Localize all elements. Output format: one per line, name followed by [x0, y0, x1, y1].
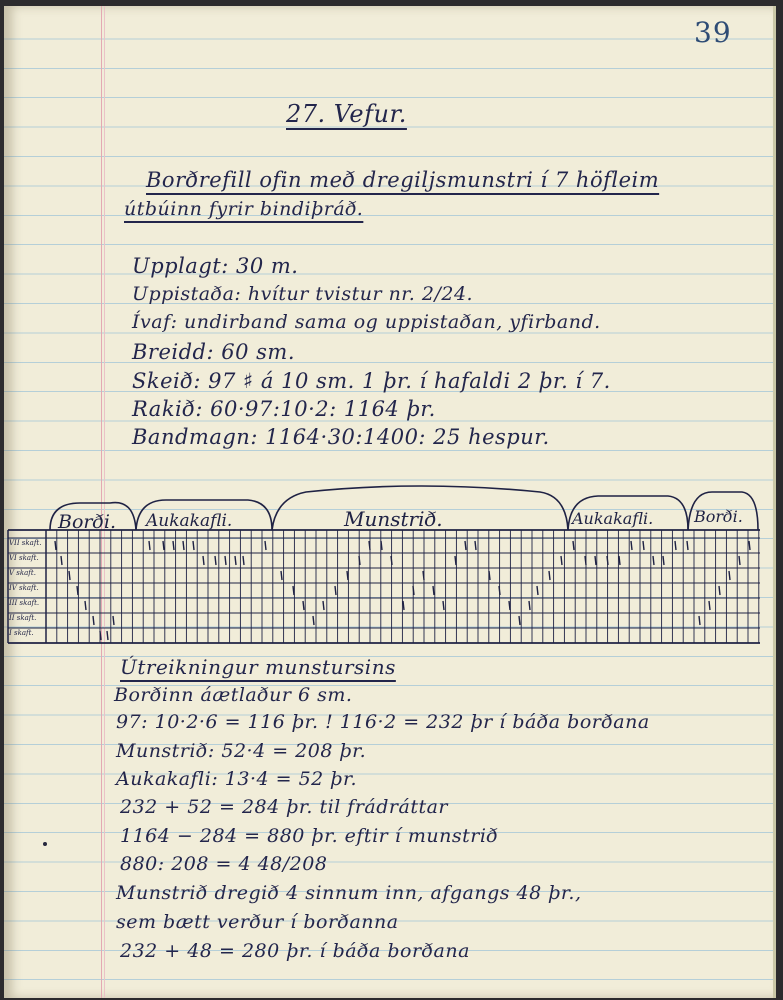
spec-uppistada: Uppistaða: hvítur tvistur nr. 2/24.	[132, 283, 474, 305]
calc-line-9: sem bætt verður í borðanna	[116, 911, 399, 933]
row-label-3: III skaft.	[9, 599, 40, 607]
threading-mark	[323, 601, 324, 610]
spec-upplagt: Upplagt: 30 m.	[132, 254, 299, 278]
threading-mark	[369, 541, 370, 550]
heading-line-2: útbúinn fyrir bindiþráð.	[124, 198, 364, 220]
threading-mark	[561, 556, 562, 565]
threading-mark	[653, 556, 654, 565]
threading-mark	[595, 556, 596, 565]
threading-mark	[77, 586, 78, 595]
threading-mark	[663, 556, 664, 565]
threading-mark	[359, 556, 360, 565]
threading-mark	[729, 571, 730, 580]
threading-mark	[335, 586, 336, 595]
calc-heading: Útreikningur munstursins	[120, 655, 396, 679]
threading-mark	[475, 541, 476, 550]
calc-line-3: Munstrið: 52·4 = 208 þr.	[116, 740, 367, 762]
threading-mark	[585, 556, 586, 565]
threading-mark	[69, 571, 70, 580]
threading-mark	[749, 541, 750, 550]
threading-mark	[215, 556, 216, 565]
spec-bandmagn: Bandmagn: 1164·30:1400: 25 hespur.	[132, 425, 550, 449]
threading-mark	[675, 541, 676, 550]
row-label-6: VI skaft.	[9, 554, 39, 562]
calc-line-5: 232 + 52 = 284 þr. til frádráttar	[120, 796, 449, 818]
row-label-2: II skaft.	[9, 614, 37, 622]
calc-line-6: 1164 − 284 = 880 þr. eftir í munstrið	[120, 825, 499, 847]
calc-line-8: Munstrið dregið 4 sinnum inn, afgangs 48 þr.,	[116, 882, 582, 904]
section-label-bordi-left: Borði.	[58, 511, 117, 533]
calc-line-1: Borðinn áætlaður 6 sm.	[114, 684, 353, 706]
section-label-bordi-right: Borði.	[694, 507, 743, 526]
calc-line-10: 232 + 48 = 280 þr. í báða borðana	[120, 940, 470, 962]
threading-mark	[719, 586, 720, 595]
threading-mark	[85, 601, 86, 610]
threading-mark	[391, 556, 392, 565]
draft-grid	[8, 530, 760, 643]
threading-mark	[313, 616, 314, 625]
page-number: 39	[694, 16, 732, 49]
threading-mark	[225, 556, 226, 565]
threading-mark	[163, 541, 164, 550]
threading-mark	[173, 541, 174, 550]
shaft-row-labels	[8, 539, 41, 637]
threading-mark	[381, 541, 382, 550]
threading-mark	[413, 586, 414, 595]
threading-mark	[55, 541, 56, 550]
threading-mark	[100, 631, 101, 640]
row-label-4: IV skaft.	[9, 584, 39, 592]
spec-breidd: Breidd: 60 sm.	[132, 340, 296, 364]
row-label-7: VII skaft.	[9, 539, 42, 547]
heading-line-1: Borðrefill ofin með dregiljsmunstri í 7 höfleim	[146, 168, 660, 192]
threading-mark	[529, 601, 530, 610]
threading-mark	[113, 616, 114, 625]
threading-mark	[537, 586, 538, 595]
threading-mark	[265, 541, 266, 550]
threading-mark	[235, 556, 236, 565]
threading-mark	[519, 616, 520, 625]
threading-mark	[465, 541, 466, 550]
threading-mark	[203, 556, 204, 565]
threading-mark	[699, 616, 700, 625]
threading-mark	[281, 571, 282, 580]
threading-mark	[643, 541, 644, 550]
threading-mark	[423, 571, 424, 580]
threading-mark	[509, 601, 510, 610]
threading-mark	[549, 571, 550, 580]
threading-mark	[293, 586, 294, 595]
page-title: 27. Vefur.	[286, 100, 407, 128]
section-label-aukakafli-right: Aukakafli.	[572, 509, 654, 528]
threading-mark	[243, 556, 244, 565]
threading-mark	[739, 556, 740, 565]
threading-mark	[149, 541, 150, 550]
calc-line-7: 880: 208 = 4 48/208	[120, 853, 328, 875]
spec-ivaf: Ívaf: undirband sama og uppistaðan, yfirband.	[132, 311, 601, 333]
threading-mark	[61, 556, 62, 565]
threading-mark	[443, 601, 444, 610]
section-label-munstrid: Munstrið.	[344, 507, 443, 531]
section-label-aukakafli-left: Aukakafli.	[146, 511, 233, 531]
threading-mark	[709, 601, 710, 610]
threading-mark	[303, 601, 304, 610]
threading-mark	[573, 541, 574, 550]
row-label-5: V skaft.	[9, 569, 36, 577]
threading-mark	[403, 601, 404, 610]
threading-mark	[93, 616, 94, 625]
spec-rakid: Rakið: 60·97:10·2: 1164 þr.	[132, 397, 436, 421]
spec-skeid: Skeið: 97 ♯ á 10 sm. 1 þr. í hafaldi 2 þr. í 7.	[132, 369, 611, 393]
threading-mark	[631, 541, 632, 550]
threading-mark	[455, 556, 456, 565]
threading-mark	[193, 541, 194, 550]
calc-line-4: Aukakafli: 13·4 = 52 þr.	[116, 768, 357, 790]
threading-mark	[489, 571, 490, 580]
threading-mark	[433, 586, 434, 595]
threading-mark	[183, 541, 184, 550]
threading-mark	[499, 586, 500, 595]
ink-dot	[43, 842, 47, 846]
threading-mark	[107, 631, 108, 640]
threading-mark	[687, 541, 688, 550]
threading-mark	[607, 556, 608, 565]
row-label-1: I skaft.	[9, 629, 34, 637]
calc-line-2: 97: 10·2·6 = 116 þr. ! 116·2 = 232 þr í báða borðana	[116, 711, 650, 733]
threading-mark	[619, 556, 620, 565]
threading-mark	[347, 571, 348, 580]
